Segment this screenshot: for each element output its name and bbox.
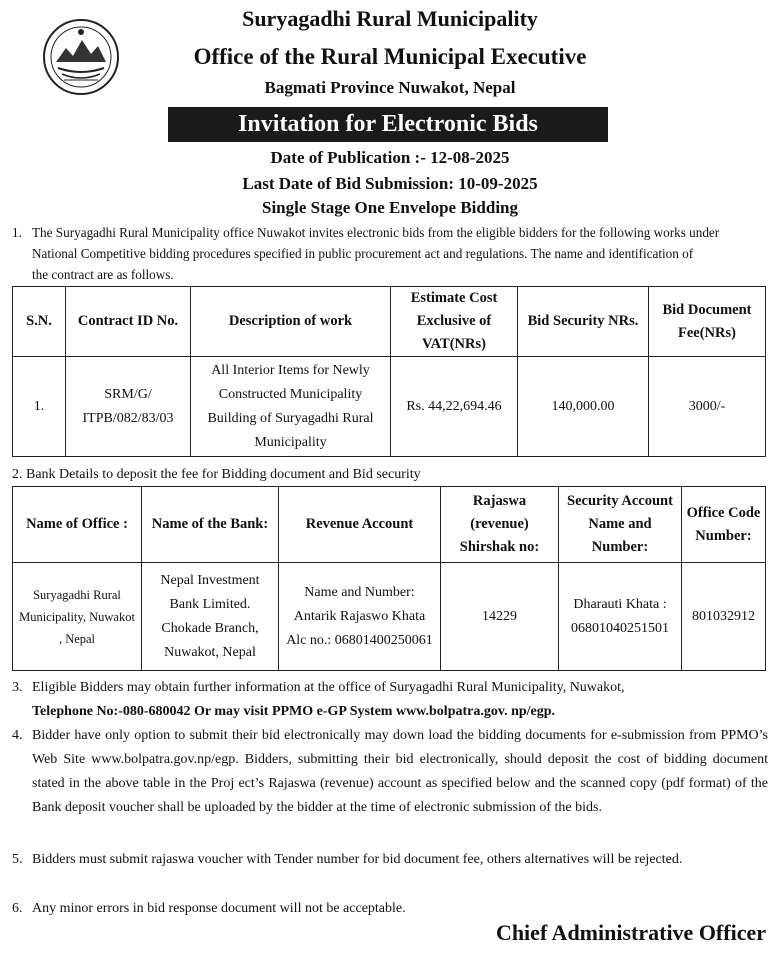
point-3-contact: Telephone No:-080-680042 Or may visit PPMO e-GP System www.bolpatra.gov. np/egp. — [32, 704, 556, 719]
signature-title: Chief Administrative Officer — [495, 920, 766, 945]
point-4-text: Bidder have only option to submit their bid electronically may down load the bidding documents for e-submission from PPMO’s Web Site www.bolpatra.gov.np/egp. Bidders, submitting their bid electronically, should deposit the cost of bidding document stated in the above table in the Proj ect’s Rajaswa (revenue) account as specified below and the scanned copy (pdf format) of the Bank deposit voucher shall be uploaded by the bidder at the time of electronic submission of the bids. — [32, 728, 768, 815]
cell-revenue: Name and Number: Antarik Rajaswo Khata Alc no.: 06801400250061 — [279, 563, 441, 671]
col-office-code: Office Code Number: — [682, 487, 766, 563]
col-security-account: Security Account Name and Number: — [559, 487, 682, 563]
cell-shirshak: 14229 — [441, 563, 559, 671]
publication-date: Date of Publication :- 12-08-2025 — [270, 148, 510, 167]
office-name: Office of the Rural Municipal Executive — [193, 44, 587, 69]
col-contract-id: Contract ID No. — [66, 287, 191, 357]
table-row — [13, 357, 766, 457]
bank-table-header — [13, 487, 766, 563]
cell-sn: 1. — [13, 357, 66, 457]
point-6-number: 6. — [12, 901, 23, 916]
cell-contract-id: SRM/G/ ITPB/082/83/03 — [66, 357, 191, 457]
col-office: Name of Office : — [13, 487, 142, 563]
col-estimate: Estimate Cost Exclusive of VAT(NRs) — [391, 287, 518, 357]
col-shirshak: Rajaswa (revenue) Shirshak no: — [441, 487, 559, 563]
table-row — [13, 563, 766, 671]
intro-paragraph — [12, 222, 768, 285]
last-submission-date: Last Date of Bid Submission: 10-09-2025 — [242, 174, 538, 193]
bank-heading: 2. Bank Details to deposit the fee for Bidding document and Bid security — [12, 467, 421, 482]
intro-number: 1. — [12, 225, 22, 240]
cell-description: All Interior Items for Newly Constructed Municipality Building of Suryagadhi Rural Municipality — [191, 357, 391, 457]
point-4-number: 4. — [12, 728, 23, 743]
office-address: Bagmati Province Nuwakot, Nepal — [264, 78, 516, 97]
cell-estimate: Rs. 44,22,694.46 — [391, 357, 518, 457]
point-4 — [12, 724, 768, 820]
contract-table-header — [13, 287, 766, 357]
col-sn: S.N. — [13, 287, 66, 357]
cell-office-code: 801032912 — [682, 563, 766, 671]
point-5-text: Bidders must submit rajaswa voucher with Tender number for bid document fee, others alternatives will be rejected. — [32, 852, 683, 867]
cell-security: 140,000.00 — [518, 357, 649, 457]
bank-table — [12, 486, 766, 671]
point-3 — [12, 676, 768, 724]
cell-security-account: Dharauti Khata : 06801040251501 — [559, 563, 682, 671]
col-revenue: Revenue Account — [279, 487, 441, 563]
point-6-text: Any minor errors in bid response document will not be acceptable. — [32, 901, 406, 916]
point-3-line-1: Eligible Bidders may obtain further information at the office of Suryagadhi Rural Municipality, Nuwakot, — [32, 680, 625, 695]
col-fee: Bid Document Fee(NRs) — [649, 287, 766, 357]
point-6 — [12, 897, 768, 921]
cell-fee: 3000/- — [649, 357, 766, 457]
point-3-number: 3. — [12, 680, 23, 695]
cell-bank: Nepal Investment Bank Limited. Chokade Branch, Nuwakot, Nepal — [142, 563, 279, 671]
intro-line-3: the contract are as follows. — [32, 267, 174, 282]
intro-line-1: The Suryagadhi Rural Municipality office Nuwakot invites electronic bids from the eligible bidders for the following works under — [32, 225, 720, 240]
notice-title: Invitation for Electronic Bids — [168, 107, 608, 142]
col-security: Bid Security NRs. — [518, 287, 649, 357]
col-bank: Name of the Bank: — [142, 487, 279, 563]
contract-table — [12, 286, 766, 457]
point-5-number: 5. — [12, 852, 23, 867]
bidding-method: Single Stage One Envelope Bidding — [262, 198, 518, 217]
municipality-name: Suryagadhi Rural Municipality — [242, 6, 538, 31]
point-5 — [12, 848, 768, 872]
municipality-emblem-icon — [42, 18, 120, 96]
cell-office: Suryagadhi Rural Municipality, Nuwakot , Nepal — [13, 563, 142, 671]
intro-line-2: National Competitive bidding procedures specified in public procurement act and regulations. The name and identification of — [32, 246, 694, 261]
col-description: Description of work — [191, 287, 391, 357]
